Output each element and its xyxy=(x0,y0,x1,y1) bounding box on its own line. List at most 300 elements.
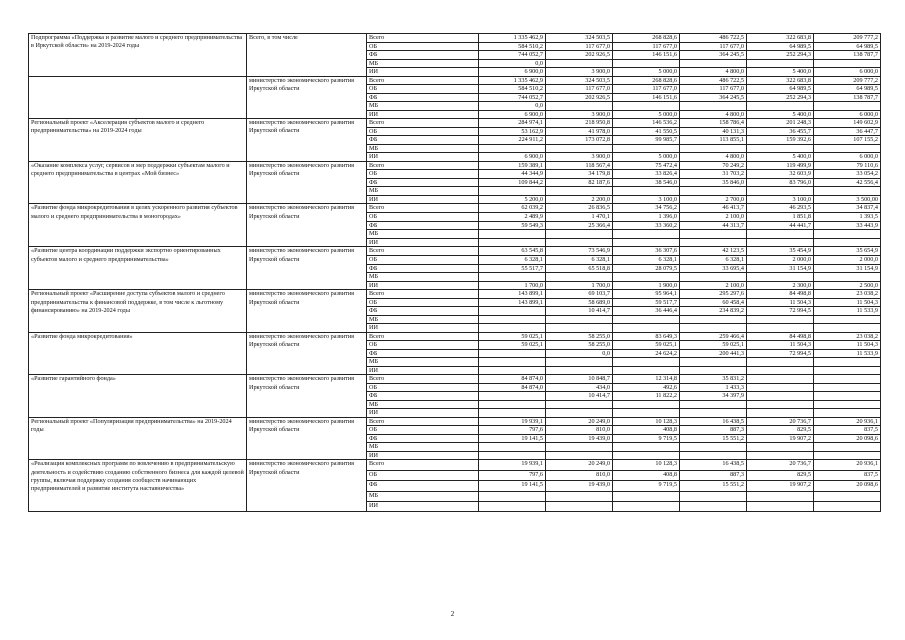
amount-cell: 42 123,5 xyxy=(680,247,747,256)
responsible-executor-cell: министерство экономического развития Иркутской области xyxy=(247,204,367,247)
amount-cell: 20 098,6 xyxy=(814,434,881,443)
amount-cell: 34 756,2 xyxy=(613,204,680,213)
amount-cell: 59 025,1 xyxy=(613,341,680,350)
amount-cell: 19 907,2 xyxy=(747,481,814,491)
amount-cell: 95 964,1 xyxy=(613,290,680,299)
amount-cell: 64 989,5 xyxy=(747,85,814,94)
amount-cell: 32 603,9 xyxy=(747,170,814,179)
table-body xyxy=(29,34,881,512)
amount-cell: 138 787,7 xyxy=(814,93,881,102)
amount-cell xyxy=(479,491,546,501)
amount-cell xyxy=(546,230,613,239)
amount-cell: 65 518,8 xyxy=(546,264,613,273)
amount-cell: 158 786,4 xyxy=(680,119,747,128)
responsible-executor-cell: министерство экономического развития Иркутской области xyxy=(247,417,367,460)
responsible-executor-cell: министерство экономического развития Иркутской области xyxy=(247,375,367,418)
amount-cell xyxy=(814,443,881,452)
amount-cell: 31 703,2 xyxy=(680,170,747,179)
amount-cell xyxy=(814,392,881,401)
table-row xyxy=(29,119,881,128)
amount-cell xyxy=(814,238,881,247)
amount-cell xyxy=(814,491,881,501)
amount-cell: 72 994,5 xyxy=(747,307,814,316)
amount-cell: 584 510,2 xyxy=(479,85,546,94)
funding-source-cell: ФБ xyxy=(367,136,479,145)
amount-cell: 38 546,0 xyxy=(613,178,680,187)
amount-cell: 19 439,0 xyxy=(546,481,613,491)
amount-cell: 259 466,4 xyxy=(680,332,747,341)
amount-cell: 19 141,5 xyxy=(479,481,546,491)
amount-cell: 62 039,2 xyxy=(479,204,546,213)
amount-cell: 83 649,3 xyxy=(613,332,680,341)
amount-cell: 34 837,4 xyxy=(814,204,881,213)
amount-cell: 837,5 xyxy=(814,426,881,435)
program-name-cell: «Развитие фонда микрокредитования в целях ускоренного развития субъектов малого и среднего предпринимательства в моногородах» xyxy=(29,204,247,247)
amount-cell: 35 654,9 xyxy=(814,247,881,256)
amount-cell: 887,3 xyxy=(680,470,747,480)
amount-cell xyxy=(747,238,814,247)
amount-cell: 59 025,1 xyxy=(680,341,747,350)
amount-cell: 20 249,0 xyxy=(546,417,613,426)
amount-cell: 35 454,9 xyxy=(747,247,814,256)
amount-cell: 2 000,0 xyxy=(747,256,814,265)
amount-cell: 64 989,5 xyxy=(814,42,881,51)
amount-cell: 42 556,4 xyxy=(814,178,881,187)
funding-source-cell: Всего xyxy=(367,204,479,213)
amount-cell xyxy=(613,59,680,68)
funding-source-cell: ФБ xyxy=(367,51,479,60)
funding-source-cell: ФБ xyxy=(367,264,479,273)
amount-cell xyxy=(680,273,747,282)
amount-cell: 4 800,0 xyxy=(680,153,747,162)
amount-cell xyxy=(680,144,747,153)
amount-cell: 69 103,7 xyxy=(546,290,613,299)
amount-cell xyxy=(479,349,546,358)
amount-cell xyxy=(747,366,814,375)
amount-cell xyxy=(814,102,881,111)
table-row xyxy=(29,460,881,470)
amount-cell: 6 000,0 xyxy=(814,110,881,119)
amount-cell xyxy=(479,358,546,367)
table-row xyxy=(29,161,881,170)
funding-source-cell: ФБ xyxy=(367,349,479,358)
funding-source-cell: МБ xyxy=(367,400,479,409)
amount-cell xyxy=(613,366,680,375)
amount-cell xyxy=(613,324,680,333)
program-name-cell: «Развитие гарантийного фонда» xyxy=(29,375,247,418)
amount-cell xyxy=(747,324,814,333)
responsible-executor-cell: министерство экономического развития Иркутской области xyxy=(247,119,367,162)
funding-source-cell: ОБ xyxy=(367,170,479,179)
funding-source-cell: Всего xyxy=(367,34,479,43)
amount-cell xyxy=(613,230,680,239)
amount-cell: 234 839,2 xyxy=(680,307,747,316)
amount-cell: 117 677,0 xyxy=(613,42,680,51)
amount-cell: 20 736,7 xyxy=(747,460,814,470)
amount-cell xyxy=(680,102,747,111)
amount-cell: 1 335 462,9 xyxy=(479,34,546,43)
amount-cell: 6 900,0 xyxy=(479,110,546,119)
funding-source-cell: МБ xyxy=(367,144,479,153)
funding-source-cell: ОБ xyxy=(367,42,479,51)
amount-cell xyxy=(613,491,680,501)
amount-cell: 20 936,1 xyxy=(814,417,881,426)
amount-cell: 70 249,2 xyxy=(680,161,747,170)
amount-cell xyxy=(613,238,680,247)
funding-source-cell: ФБ xyxy=(367,93,479,102)
amount-cell: 797,6 xyxy=(479,426,546,435)
amount-cell: 55 517,7 xyxy=(479,264,546,273)
amount-cell: 11 822,2 xyxy=(613,392,680,401)
funding-source-cell: Всего xyxy=(367,290,479,299)
amount-cell: 31 154,9 xyxy=(747,264,814,273)
amount-cell xyxy=(546,102,613,111)
amount-cell: 75 472,4 xyxy=(613,161,680,170)
amount-cell xyxy=(680,324,747,333)
amount-cell xyxy=(680,491,747,501)
amount-cell xyxy=(747,59,814,68)
amount-cell xyxy=(613,409,680,418)
table-row xyxy=(29,290,881,299)
amount-cell: 82 187,6 xyxy=(546,178,613,187)
responsible-executor-cell: министерство экономического развития Иркутской области xyxy=(247,460,367,512)
amount-cell: 44 344,9 xyxy=(479,170,546,179)
amount-cell xyxy=(546,400,613,409)
responsible-executor-cell: министерство экономического развития Иркутской области xyxy=(247,76,367,119)
funding-source-cell: ФБ xyxy=(367,434,479,443)
amount-cell xyxy=(479,392,546,401)
amount-cell: 20 249,0 xyxy=(546,460,613,470)
amount-cell: 40 131,3 xyxy=(680,127,747,136)
amount-cell: 408,8 xyxy=(613,426,680,435)
funding-source-cell: Всего xyxy=(367,119,479,128)
amount-cell xyxy=(747,102,814,111)
amount-cell: 117 677,0 xyxy=(680,42,747,51)
amount-cell xyxy=(613,315,680,324)
funding-source-cell: ОБ xyxy=(367,256,479,265)
table-row xyxy=(29,76,881,85)
amount-cell xyxy=(479,230,546,239)
amount-cell: 6 328,1 xyxy=(613,256,680,265)
amount-cell: 2 000,0 xyxy=(814,256,881,265)
program-name-cell: «Оказание комплекса услуг, сервисов и мер поддержки субъектам малого и среднего предпринимательства в центрах «Мой бизнес» xyxy=(29,161,247,204)
funding-source-cell: ФБ xyxy=(367,221,479,230)
program-name-cell: Региональный проект «Расширение доступа субъектов малого и среднего предпринимательства к финансовой поддержке, в том числе к льготному финансированию» на 2019-2024 годы xyxy=(29,290,247,333)
amount-cell: 46 413,7 xyxy=(680,204,747,213)
amount-cell: 202 926,5 xyxy=(546,93,613,102)
amount-cell: 173 072,8 xyxy=(546,136,613,145)
funding-source-cell: ФБ xyxy=(367,392,479,401)
amount-cell: 53 162,9 xyxy=(479,127,546,136)
amount-cell xyxy=(613,273,680,282)
amount-cell: 19 439,0 xyxy=(546,434,613,443)
funding-source-cell: ОБ xyxy=(367,298,479,307)
funding-source-cell: ОБ xyxy=(367,426,479,435)
amount-cell xyxy=(814,358,881,367)
amount-cell: 284 974,1 xyxy=(479,119,546,128)
amount-cell: 829,5 xyxy=(747,426,814,435)
amount-cell xyxy=(479,324,546,333)
amount-cell: 434,0 xyxy=(546,383,613,392)
amount-cell xyxy=(479,238,546,247)
responsible-executor-cell: министерство экономического развития Иркутской области xyxy=(247,332,367,375)
amount-cell: 3 500,00 xyxy=(814,195,881,204)
amount-cell: 6 900,0 xyxy=(479,153,546,162)
table-row xyxy=(29,417,881,426)
amount-cell: 24 624,2 xyxy=(613,349,680,358)
amount-cell: 1 700,0 xyxy=(479,281,546,290)
amount-cell: 119 499,9 xyxy=(747,161,814,170)
amount-cell: 19 907,2 xyxy=(747,434,814,443)
amount-cell: 0,0 xyxy=(546,349,613,358)
amount-cell xyxy=(546,409,613,418)
budget-table xyxy=(28,33,881,512)
amount-cell: 159 392,6 xyxy=(747,136,814,145)
funding-source-cell: МБ xyxy=(367,358,479,367)
amount-cell: 5 000,0 xyxy=(613,153,680,162)
funding-source-cell: ОБ xyxy=(367,383,479,392)
amount-cell: 113 855,1 xyxy=(680,136,747,145)
amount-cell xyxy=(747,491,814,501)
amount-cell: 11 504,3 xyxy=(814,298,881,307)
amount-cell: 2 200,0 xyxy=(546,195,613,204)
amount-cell: 46 293,5 xyxy=(747,204,814,213)
amount-cell: 33 054,2 xyxy=(814,170,881,179)
amount-cell xyxy=(747,409,814,418)
funding-source-cell: ИИ xyxy=(367,501,479,511)
amount-cell: 10 128,3 xyxy=(613,460,680,470)
amount-cell xyxy=(613,451,680,460)
amount-cell xyxy=(814,187,881,196)
amount-cell xyxy=(479,400,546,409)
amount-cell: 84 498,8 xyxy=(747,332,814,341)
program-name-cell: Региональный проект «Акселерация субъектов малого и среднего предпринимательства» на 2019-2024 годы xyxy=(29,119,247,162)
amount-cell: 11 504,3 xyxy=(814,341,881,350)
amount-cell: 5 000,0 xyxy=(613,68,680,77)
amount-cell: 887,3 xyxy=(680,426,747,435)
funding-source-cell: МБ xyxy=(367,187,479,196)
table-row xyxy=(29,247,881,256)
amount-cell xyxy=(479,409,546,418)
amount-cell: 59 025,1 xyxy=(479,332,546,341)
amount-cell xyxy=(814,501,881,511)
amount-cell xyxy=(546,358,613,367)
amount-cell xyxy=(814,451,881,460)
amount-cell xyxy=(479,144,546,153)
amount-cell: 64 989,5 xyxy=(747,42,814,51)
amount-cell: 6 328,1 xyxy=(680,256,747,265)
amount-cell: 9 719,5 xyxy=(613,434,680,443)
amount-cell: 322 683,8 xyxy=(747,76,814,85)
amount-cell xyxy=(546,187,613,196)
amount-cell xyxy=(747,392,814,401)
amount-cell: 33 695,4 xyxy=(680,264,747,273)
amount-cell xyxy=(680,187,747,196)
amount-cell: 2 100,0 xyxy=(680,213,747,222)
amount-cell: 2 500,0 xyxy=(814,281,881,290)
amount-cell xyxy=(479,315,546,324)
amount-cell: 109 844,2 xyxy=(479,178,546,187)
funding-source-cell: Всего xyxy=(367,460,479,470)
amount-cell: 20 936,1 xyxy=(814,460,881,470)
amount-cell: 117 677,0 xyxy=(680,85,747,94)
amount-cell: 59 517,7 xyxy=(613,298,680,307)
amount-cell: 10 414,7 xyxy=(546,307,613,316)
funding-source-cell: ФБ xyxy=(367,481,479,491)
amount-cell: 810,0 xyxy=(546,426,613,435)
funding-source-cell: ИИ xyxy=(367,153,479,162)
amount-cell xyxy=(546,238,613,247)
amount-cell xyxy=(747,400,814,409)
amount-cell: 117 677,0 xyxy=(613,85,680,94)
funding-source-cell: Всего xyxy=(367,247,479,256)
amount-cell: 3 900,0 xyxy=(546,110,613,119)
amount-cell: 99 985,7 xyxy=(613,136,680,145)
funding-source-cell: ОБ xyxy=(367,85,479,94)
amount-cell: 324 503,5 xyxy=(546,34,613,43)
amount-cell: 84 874,0 xyxy=(479,375,546,384)
amount-cell xyxy=(613,501,680,511)
amount-cell: 107 155,2 xyxy=(814,136,881,145)
document-page xyxy=(28,33,880,512)
funding-source-cell: ИИ xyxy=(367,324,479,333)
amount-cell xyxy=(747,375,814,384)
amount-cell: 44 441,7 xyxy=(747,221,814,230)
amount-cell: 5 400,0 xyxy=(747,153,814,162)
amount-cell xyxy=(814,409,881,418)
amount-cell: 584 510,2 xyxy=(479,42,546,51)
amount-cell: 4 800,0 xyxy=(680,68,747,77)
amount-cell: 31 154,9 xyxy=(814,264,881,273)
amount-cell: 15 551,2 xyxy=(680,481,747,491)
amount-cell: 5 400,0 xyxy=(747,110,814,119)
funding-source-cell: ОБ xyxy=(367,127,479,136)
amount-cell: 41 550,5 xyxy=(613,127,680,136)
amount-cell xyxy=(613,443,680,452)
amount-cell xyxy=(747,144,814,153)
amount-cell: 6 900,0 xyxy=(479,68,546,77)
amount-cell: 1 335 462,9 xyxy=(479,76,546,85)
amount-cell: 797,6 xyxy=(479,470,546,480)
amount-cell: 2 700,0 xyxy=(680,195,747,204)
funding-source-cell: ОБ xyxy=(367,470,479,480)
amount-cell: 33 360,2 xyxy=(613,221,680,230)
amount-cell xyxy=(479,307,546,316)
amount-cell xyxy=(814,366,881,375)
amount-cell: 5 400,0 xyxy=(747,68,814,77)
amount-cell: 9 719,5 xyxy=(613,481,680,491)
amount-cell: 28 079,5 xyxy=(613,264,680,273)
amount-cell: 2 300,0 xyxy=(747,281,814,290)
program-name-cell: «Развитие фонда микрокредитования» xyxy=(29,332,247,375)
amount-cell: 744 052,7 xyxy=(479,93,546,102)
funding-source-cell: Всего xyxy=(367,417,479,426)
amount-cell: 3 900,0 xyxy=(546,68,613,77)
amount-cell: 3 100,0 xyxy=(613,195,680,204)
funding-source-cell: Всего xyxy=(367,161,479,170)
funding-source-cell: МБ xyxy=(367,315,479,324)
amount-cell: 143 899,1 xyxy=(479,290,546,299)
amount-cell: 252 294,3 xyxy=(747,51,814,60)
funding-source-cell: МБ xyxy=(367,443,479,452)
amount-cell xyxy=(479,451,546,460)
amount-cell: 118 567,4 xyxy=(546,161,613,170)
amount-cell: 63 545,8 xyxy=(479,247,546,256)
amount-cell: 2 100,0 xyxy=(680,281,747,290)
amount-cell xyxy=(546,144,613,153)
amount-cell: 20 098,6 xyxy=(814,481,881,491)
amount-cell xyxy=(814,59,881,68)
amount-cell: 23 038,2 xyxy=(814,332,881,341)
amount-cell: 829,5 xyxy=(747,470,814,480)
amount-cell: 10 848,7 xyxy=(546,375,613,384)
amount-cell: 84 498,8 xyxy=(747,290,814,299)
amount-cell: 36 455,7 xyxy=(747,127,814,136)
amount-cell: 34 179,8 xyxy=(546,170,613,179)
amount-cell: 6 000,0 xyxy=(814,153,881,162)
amount-cell: 408,8 xyxy=(613,470,680,480)
amount-cell: 200 441,3 xyxy=(680,349,747,358)
funding-source-cell: ИИ xyxy=(367,238,479,247)
funding-source-cell: ФБ xyxy=(367,178,479,187)
amount-cell: 41 978,0 xyxy=(546,127,613,136)
amount-cell xyxy=(747,451,814,460)
amount-cell: 73 546,9 xyxy=(546,247,613,256)
amount-cell: 2 489,9 xyxy=(479,213,546,222)
funding-source-cell: Всего xyxy=(367,375,479,384)
amount-cell xyxy=(747,187,814,196)
amount-cell xyxy=(680,400,747,409)
amount-cell: 0,0 xyxy=(479,102,546,111)
amount-cell xyxy=(546,366,613,375)
amount-cell xyxy=(814,324,881,333)
amount-cell: 295 297,6 xyxy=(680,290,747,299)
amount-cell xyxy=(747,273,814,282)
amount-cell xyxy=(680,443,747,452)
amount-cell xyxy=(747,358,814,367)
amount-cell: 35 846,0 xyxy=(680,178,747,187)
responsible-executor-cell: министерство экономического развития Иркутской области xyxy=(247,161,367,204)
amount-cell xyxy=(747,443,814,452)
amount-cell xyxy=(613,400,680,409)
amount-cell: 146 151,6 xyxy=(613,51,680,60)
amount-cell: 35 831,2 xyxy=(680,375,747,384)
page-number: 2 xyxy=(450,610,455,618)
amount-cell xyxy=(546,324,613,333)
funding-source-cell: МБ xyxy=(367,491,479,501)
amount-cell xyxy=(747,230,814,239)
amount-cell: 64 989,5 xyxy=(814,85,881,94)
funding-source-cell: ИИ xyxy=(367,281,479,290)
funding-source-cell: ИИ xyxy=(367,451,479,460)
program-name-cell: «Развитие центра координации поддержки экспортно ориентированных субъектов малого и среднего предпринимательства» xyxy=(29,247,247,290)
amount-cell: 324 503,5 xyxy=(546,76,613,85)
amount-cell: 36 446,4 xyxy=(613,307,680,316)
responsible-executor-cell: Всего, в том числе xyxy=(247,34,367,77)
amount-cell: 3 900,0 xyxy=(546,153,613,162)
amount-cell: 209 777,2 xyxy=(814,34,881,43)
amount-cell: 252 294,3 xyxy=(747,93,814,102)
amount-cell: 11 504,3 xyxy=(747,341,814,350)
amount-cell xyxy=(613,144,680,153)
program-name-cell: Подпрограмма «Поддержка и развитие малого и среднего предпринимательства в Иркутской области» на 2019-2024 годы xyxy=(29,34,247,77)
amount-cell xyxy=(613,187,680,196)
amount-cell xyxy=(680,59,747,68)
amount-cell: 16 438,5 xyxy=(680,417,747,426)
amount-cell xyxy=(680,501,747,511)
funding-source-cell: ФБ xyxy=(367,307,479,316)
amount-cell: 1 851,8 xyxy=(747,213,814,222)
